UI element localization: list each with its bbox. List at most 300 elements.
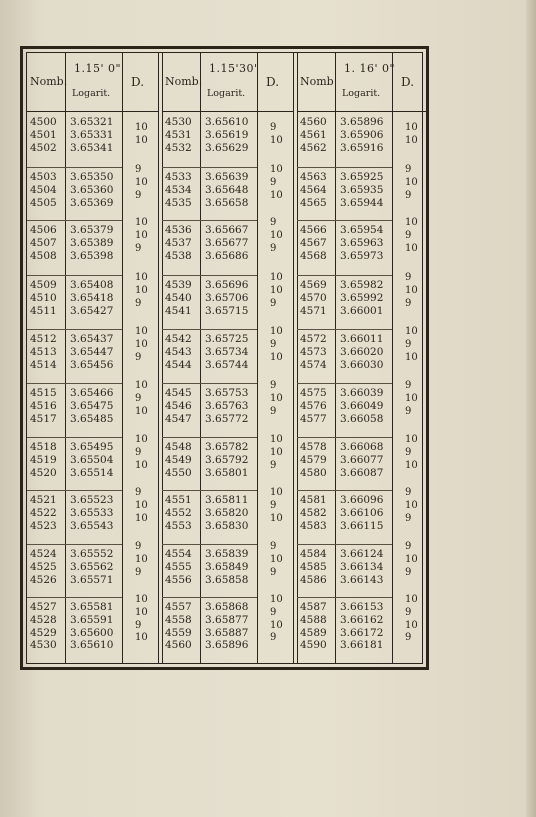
nomb-cell: 4549 <box>165 453 192 466</box>
nomb-cell: 4554 <box>165 548 192 560</box>
header-arc: 1. 16' 0" <box>344 62 396 75</box>
difference-cell: 10 <box>135 216 148 228</box>
column-rule <box>200 53 201 663</box>
logarit-cell: 3.65379 <box>70 224 114 236</box>
logarit-cell: 3.65504 <box>70 453 114 466</box>
nomb-cell: 4512 <box>30 333 57 345</box>
group-rule <box>162 597 257 598</box>
logarit-cell: 3.65858 <box>205 573 249 586</box>
nomb-cell: 4556 <box>165 573 192 586</box>
logarit-cell: 3.65398 <box>70 249 114 262</box>
header-nomb: Nomb. <box>165 75 203 88</box>
header-arc: 1.15' 0" <box>74 62 122 75</box>
nomb-cell: 4536 <box>165 224 192 236</box>
nomb-cell: 4562 <box>300 141 327 154</box>
difference-cell: 9 <box>405 338 412 350</box>
logarit-cell: 3.65696 <box>205 279 249 291</box>
difference-cell: 10 <box>270 325 283 337</box>
logarit-cell: 3.65772 <box>205 412 249 425</box>
difference-cell: 10 <box>135 379 148 391</box>
difference-cell: 10 <box>135 284 148 296</box>
difference-cell: 10 <box>405 433 418 445</box>
logarit-cell: 3.65992 <box>340 291 384 304</box>
nomb-cell: 4578 <box>300 441 327 453</box>
difference-cell: 9 <box>135 297 142 309</box>
difference-cell: 9 <box>405 486 412 498</box>
nomb-cell: 4543 <box>165 345 192 358</box>
nomb-cell: 4577 <box>300 412 327 425</box>
difference-cell: 10 <box>135 632 148 644</box>
nomb-cell: 4515 <box>30 387 57 399</box>
logarit-cell: 3.65839 <box>205 548 249 560</box>
logarithm-table <box>20 46 429 670</box>
nomb-cell: 4505 <box>30 196 57 209</box>
group-rule <box>162 383 257 384</box>
logarit-cell: 3.65562 <box>70 560 114 573</box>
logarit-cell: 3.65495 <box>70 441 114 453</box>
group-rule <box>27 220 122 221</box>
nomb-cell: 4557 <box>165 601 192 613</box>
logarit-cell: 3.66181 <box>340 639 384 652</box>
difference-cell: 9 <box>270 405 277 417</box>
logarit-cell: 3.65331 <box>70 128 114 141</box>
logarit-cell: 3.65514 <box>70 466 114 479</box>
group-rule <box>27 329 122 330</box>
logarit-cell: 3.65877 <box>205 613 249 626</box>
nomb-cell: 4587 <box>300 601 327 613</box>
nomb-cell: 4510 <box>30 291 57 304</box>
nomb-cell: 4560 <box>165 639 192 652</box>
difference-cell: 10 <box>135 433 148 445</box>
logarit-cell: 3.65523 <box>70 494 114 506</box>
logarit-cell: 3.65973 <box>340 249 384 262</box>
difference-cell: 9 <box>270 459 277 471</box>
nomb-cell: 4514 <box>30 358 57 371</box>
difference-cell: 9 <box>270 606 277 618</box>
difference-cell: 9 <box>405 163 412 175</box>
logarit-cell: 3.65475 <box>70 399 114 412</box>
logarit-cell: 3.66106 <box>340 506 384 519</box>
nomb-cell: 4579 <box>300 453 327 466</box>
difference-cell: 10 <box>135 459 148 471</box>
logarit-cell: 3.65963 <box>340 236 384 249</box>
nomb-cell: 4530 <box>30 639 57 652</box>
nomb-cell: 4533 <box>165 171 192 183</box>
nomb-cell: 4581 <box>300 494 327 506</box>
logarit-cell: 3.65610 <box>70 639 114 652</box>
nomb-cell: 4537 <box>165 236 192 249</box>
logarit-cell: 3.65369 <box>70 196 114 209</box>
logarit-cell: 3.65686 <box>205 249 249 262</box>
group-rule <box>297 597 392 598</box>
logarit-cell: 3.66020 <box>340 345 384 358</box>
logarit-cell: 3.66001 <box>340 304 384 317</box>
nomb-cell: 4586 <box>300 573 327 586</box>
nomb-cell: 4575 <box>300 387 327 399</box>
logarit-cell: 3.66162 <box>340 613 384 626</box>
difference-cell: 10 <box>270 433 283 445</box>
header-nomb: Nomb. <box>30 75 68 88</box>
difference-cell: 10 <box>270 284 283 296</box>
difference-cell: 10 <box>135 229 148 241</box>
nomb-cell: 4588 <box>300 613 327 626</box>
nomb-cell: 4520 <box>30 466 57 479</box>
difference-cell: 9 <box>135 486 142 498</box>
logarit-cell: 3.65408 <box>70 279 114 291</box>
table-block <box>162 53 293 663</box>
logarit-cell: 3.65543 <box>70 519 114 532</box>
difference-cell: 9 <box>405 512 412 524</box>
logarit-cell: 3.65916 <box>340 141 384 154</box>
difference-cell: 10 <box>405 459 418 471</box>
logarit-cell: 3.65896 <box>340 116 384 128</box>
logarit-cell: 3.65811 <box>205 494 249 506</box>
logarit-cell: 3.65629 <box>205 141 249 154</box>
nomb-cell: 4580 <box>300 466 327 479</box>
nomb-cell: 4522 <box>30 506 57 519</box>
nomb-cell: 4583 <box>300 519 327 532</box>
logarit-cell: 3.66115 <box>340 519 384 532</box>
group-rule <box>162 329 257 330</box>
difference-cell: 9 <box>405 271 412 283</box>
difference-cell: 9 <box>405 446 412 458</box>
logarit-cell: 3.65935 <box>340 183 384 196</box>
nomb-cell: 4504 <box>30 183 57 196</box>
difference-cell: 10 <box>405 593 418 605</box>
group-rule <box>27 490 122 491</box>
logarit-cell: 3.65820 <box>205 506 249 519</box>
group-rule <box>162 437 257 438</box>
difference-cell: 9 <box>405 632 412 644</box>
logarit-cell: 3.65868 <box>205 601 249 613</box>
header-nomb: Nomb <box>300 75 334 88</box>
nomb-cell: 4565 <box>300 196 327 209</box>
logarit-cell: 3.65610 <box>205 116 249 128</box>
logarit-cell: 3.65456 <box>70 358 114 371</box>
logarit-cell: 3.65906 <box>340 128 384 141</box>
logarit-cell: 3.65887 <box>205 626 249 639</box>
difference-cell: 10 <box>135 512 148 524</box>
logarit-cell: 3.65753 <box>205 387 249 399</box>
difference-cell: 10 <box>405 284 418 296</box>
difference-cell: 10 <box>270 392 283 404</box>
nomb-cell: 4544 <box>165 358 192 371</box>
nomb-cell: 4516 <box>30 399 57 412</box>
difference-cell: 10 <box>405 392 418 404</box>
nomb-cell: 4526 <box>30 573 57 586</box>
nomb-cell: 4574 <box>300 358 327 371</box>
header-d: D. <box>131 75 145 89</box>
difference-cell: 10 <box>135 606 148 618</box>
group-rule <box>27 437 122 438</box>
logarit-cell: 3.65552 <box>70 548 114 560</box>
nomb-cell: 4559 <box>165 626 192 639</box>
logarit-cell: 3.65485 <box>70 412 114 425</box>
logarit-cell: 3.65896 <box>205 639 249 652</box>
difference-cell: 9 <box>270 632 277 644</box>
nomb-cell: 4507 <box>30 236 57 249</box>
difference-cell: 9 <box>270 216 277 228</box>
logarit-cell: 3.65925 <box>340 171 384 183</box>
nomb-cell: 4540 <box>165 291 192 304</box>
nomb-cell: 4501 <box>30 128 57 141</box>
logarit-cell: 3.66087 <box>340 466 384 479</box>
nomb-cell: 4508 <box>30 249 57 262</box>
table-block <box>27 53 158 663</box>
header-logarit: Logarit. <box>72 88 111 99</box>
logarit-cell: 3.65667 <box>205 224 249 236</box>
logarit-cell: 3.66011 <box>340 333 384 345</box>
difference-cell: 10 <box>135 593 148 605</box>
difference-cell: 9 <box>135 392 142 404</box>
logarit-cell: 3.65437 <box>70 333 114 345</box>
logarit-cell: 3.65648 <box>205 183 249 196</box>
table-block <box>297 53 426 663</box>
logarit-cell: 3.65350 <box>70 171 114 183</box>
nomb-cell: 4519 <box>30 453 57 466</box>
group-rule <box>162 275 257 276</box>
nomb-cell: 4528 <box>30 613 57 626</box>
logarit-cell: 3.65677 <box>205 236 249 249</box>
nomb-cell: 4527 <box>30 601 57 613</box>
logarit-cell: 3.66049 <box>340 399 384 412</box>
difference-cell: 10 <box>135 553 148 565</box>
logarit-cell: 3.65466 <box>70 387 114 399</box>
nomb-cell: 4555 <box>165 560 192 573</box>
difference-cell: 10 <box>135 135 148 147</box>
nomb-cell: 4535 <box>165 196 192 209</box>
difference-cell: 9 <box>270 540 277 552</box>
nomb-cell: 4525 <box>30 560 57 573</box>
group-rule <box>297 383 392 384</box>
difference-cell: 10 <box>405 176 418 188</box>
logarit-cell: 3.65801 <box>205 466 249 479</box>
group-rule <box>297 544 392 545</box>
nomb-cell: 4550 <box>165 466 192 479</box>
nomb-cell: 4572 <box>300 333 327 345</box>
difference-cell: 9 <box>405 606 412 618</box>
logarit-cell: 3.65619 <box>205 128 249 141</box>
column-rule <box>335 53 336 663</box>
difference-cell: 10 <box>270 512 283 524</box>
nomb-cell: 4541 <box>165 304 192 317</box>
nomb-cell: 4531 <box>165 128 192 141</box>
header-arc: 1.15'30" <box>209 62 260 75</box>
difference-cell: 9 <box>405 297 412 309</box>
difference-cell: 9 <box>270 379 277 391</box>
group-rule <box>297 490 392 491</box>
logarit-cell: 3.66172 <box>340 626 384 639</box>
logarit-cell: 3.65321 <box>70 116 114 128</box>
difference-cell: 9 <box>270 297 277 309</box>
nomb-cell: 4564 <box>300 183 327 196</box>
nomb-cell: 4590 <box>300 639 327 652</box>
difference-cell: 9 <box>135 351 142 363</box>
nomb-cell: 4570 <box>300 291 327 304</box>
difference-cell: 10 <box>135 405 148 417</box>
nomb-cell: 4509 <box>30 279 57 291</box>
nomb-cell: 4517 <box>30 412 57 425</box>
difference-cell: 9 <box>135 189 142 201</box>
difference-cell: 10 <box>405 325 418 337</box>
nomb-cell: 4589 <box>300 626 327 639</box>
header-logarit: Logarit. <box>207 88 246 99</box>
logarit-cell: 3.65849 <box>205 560 249 573</box>
nomb-cell: 4552 <box>165 506 192 519</box>
nomb-cell: 4545 <box>165 387 192 399</box>
logarit-cell: 3.65591 <box>70 613 114 626</box>
group-rule <box>27 383 122 384</box>
header-logarit: Logarit. <box>342 88 381 99</box>
difference-cell: 10 <box>270 135 283 147</box>
logarit-cell: 3.65533 <box>70 506 114 519</box>
nomb-cell: 4546 <box>165 399 192 412</box>
logarit-cell: 3.65734 <box>205 345 249 358</box>
difference-cell: 10 <box>270 271 283 283</box>
column-rule <box>257 53 258 663</box>
logarit-cell: 3.66096 <box>340 494 384 506</box>
nomb-cell: 4568 <box>300 249 327 262</box>
logarit-cell: 3.65427 <box>70 304 114 317</box>
group-rule <box>297 275 392 276</box>
difference-cell: 10 <box>270 619 283 631</box>
difference-cell: 9 <box>270 176 277 188</box>
difference-cell: 9 <box>405 379 412 391</box>
nomb-cell: 4566 <box>300 224 327 236</box>
group-rule <box>27 597 122 598</box>
nomb-cell: 4553 <box>165 519 192 532</box>
difference-cell: 9 <box>135 242 142 254</box>
difference-cell: 10 <box>405 242 418 254</box>
difference-cell: 10 <box>135 176 148 188</box>
nomb-cell: 4551 <box>165 494 192 506</box>
difference-cell: 10 <box>270 446 283 458</box>
nomb-cell: 4538 <box>165 249 192 262</box>
difference-cell: 9 <box>270 122 277 134</box>
nomb-cell: 4561 <box>300 128 327 141</box>
difference-cell: 10 <box>405 216 418 228</box>
logarit-cell: 3.66077 <box>340 453 384 466</box>
nomb-cell: 4563 <box>300 171 327 183</box>
group-rule <box>297 220 392 221</box>
logarit-cell: 3.65341 <box>70 141 114 154</box>
logarit-cell: 3.65944 <box>340 196 384 209</box>
difference-cell: 10 <box>135 499 148 511</box>
nomb-cell: 4500 <box>30 116 57 128</box>
logarit-cell: 3.65658 <box>205 196 249 209</box>
difference-cell: 10 <box>405 351 418 363</box>
difference-cell: 10 <box>405 135 418 147</box>
group-rule <box>297 329 392 330</box>
difference-cell: 10 <box>405 122 418 134</box>
nomb-cell: 4511 <box>30 304 57 317</box>
difference-cell: 10 <box>135 271 148 283</box>
difference-cell: 10 <box>135 325 148 337</box>
header-d: D. <box>401 75 415 89</box>
difference-cell: 10 <box>135 122 148 134</box>
difference-cell: 10 <box>405 553 418 565</box>
difference-cell: 10 <box>135 338 148 350</box>
nomb-cell: 4573 <box>300 345 327 358</box>
nomb-cell: 4534 <box>165 183 192 196</box>
group-rule <box>162 220 257 221</box>
column-rule <box>122 53 123 663</box>
nomb-cell: 4547 <box>165 412 192 425</box>
logarit-cell: 3.65954 <box>340 224 384 236</box>
table-inner-frame <box>26 52 423 664</box>
nomb-cell: 4523 <box>30 519 57 532</box>
difference-cell: 9 <box>405 405 412 417</box>
logarit-cell: 3.65706 <box>205 291 249 304</box>
logarit-cell: 3.65763 <box>205 399 249 412</box>
difference-cell: 10 <box>405 619 418 631</box>
group-rule <box>27 275 122 276</box>
nomb-cell: 4567 <box>300 236 327 249</box>
difference-cell: 9 <box>135 540 142 552</box>
nomb-cell: 4524 <box>30 548 57 560</box>
nomb-cell: 4521 <box>30 494 57 506</box>
difference-cell: 9 <box>135 619 142 631</box>
difference-cell: 9 <box>270 499 277 511</box>
group-rule <box>27 167 122 168</box>
logarit-cell: 3.66153 <box>340 601 384 613</box>
logarit-cell: 3.66030 <box>340 358 384 371</box>
difference-cell: 10 <box>270 351 283 363</box>
table-header <box>297 53 426 112</box>
difference-cell: 10 <box>270 593 283 605</box>
difference-cell: 10 <box>270 229 283 241</box>
header-d: D. <box>266 75 280 89</box>
difference-cell: 10 <box>270 486 283 498</box>
difference-cell: 10 <box>270 189 283 201</box>
difference-cell: 9 <box>405 189 412 201</box>
logarit-cell: 3.66068 <box>340 441 384 453</box>
nomb-cell: 4502 <box>30 141 57 154</box>
nomb-cell: 4503 <box>30 171 57 183</box>
nomb-cell: 4576 <box>300 399 327 412</box>
group-rule <box>27 544 122 545</box>
logarit-cell: 3.66124 <box>340 548 384 560</box>
logarit-cell: 3.66058 <box>340 412 384 425</box>
nomb-cell: 4529 <box>30 626 57 639</box>
logarit-cell: 3.65982 <box>340 279 384 291</box>
column-rule <box>65 53 66 663</box>
group-rule <box>162 544 257 545</box>
logarit-cell: 3.65792 <box>205 453 249 466</box>
logarit-cell: 3.65389 <box>70 236 114 249</box>
difference-cell: 9 <box>135 566 142 578</box>
difference-cell: 9 <box>135 163 142 175</box>
group-rule <box>297 437 392 438</box>
logarit-cell: 3.65600 <box>70 626 114 639</box>
logarit-cell: 3.65360 <box>70 183 114 196</box>
table-header <box>27 53 158 112</box>
logarit-cell: 3.66143 <box>340 573 384 586</box>
logarit-cell: 3.65744 <box>205 358 249 371</box>
difference-cell: 10 <box>270 553 283 565</box>
nomb-cell: 4532 <box>165 141 192 154</box>
table-header <box>162 53 293 112</box>
logarit-cell: 3.66039 <box>340 387 384 399</box>
nomb-cell: 4506 <box>30 224 57 236</box>
logarit-cell: 3.65581 <box>70 601 114 613</box>
nomb-cell: 4569 <box>300 279 327 291</box>
difference-cell: 9 <box>270 242 277 254</box>
nomb-cell: 4548 <box>165 441 192 453</box>
nomb-cell: 4539 <box>165 279 192 291</box>
nomb-cell: 4530 <box>165 116 192 128</box>
group-rule <box>162 167 257 168</box>
